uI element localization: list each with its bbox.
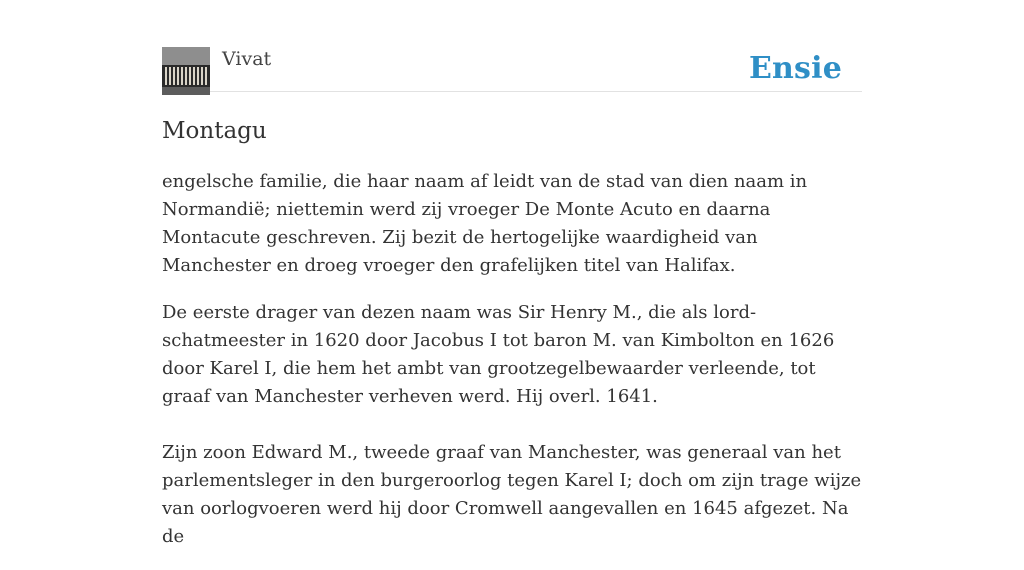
header: [162, 0, 862, 92]
author-name[interactable]: Vivat: [222, 48, 272, 70]
avatar-image: [162, 47, 210, 95]
brand-logo[interactable]: Ensie: [748, 51, 842, 86]
article-body: [162, 168, 862, 570]
page-container: [162, 0, 862, 547]
article-paragraph: engelsche familie, die haar naam af leidt van de stad van dien naam in Normandië; niettemin werd zij vroeger De Monte Acuto en daarna Montacute geschreven. Zij bezit de hertogelijke waardigheid van Manchester en droeg vroeger den grafelijken titel van Halifax.: [162, 171, 808, 276]
author-avatar[interactable]: [162, 47, 210, 95]
article-paragraph: De eerste drager van dezen naam was Sir Henry M., die als lord-schatmeester in 1620 door Jacobus I tot baron M. van Kimbolton en 1626 door Karel I, die hem het ambt van grootzegelbewaarder verleende, tot graaf van Manchester verheven werd. Hij overl. 1641. Zijn zoon Edward M., tweede graaf van Manchester, was generaal van het parlementsleger in den burgeroorlog tegen Karel I; doch om zijn trage wijze van oorlogvoeren werd hij door Cromwell aangevallen en 1645 afgezet. Na de: [162, 302, 862, 547]
article-title: Montagu: [162, 118, 267, 144]
